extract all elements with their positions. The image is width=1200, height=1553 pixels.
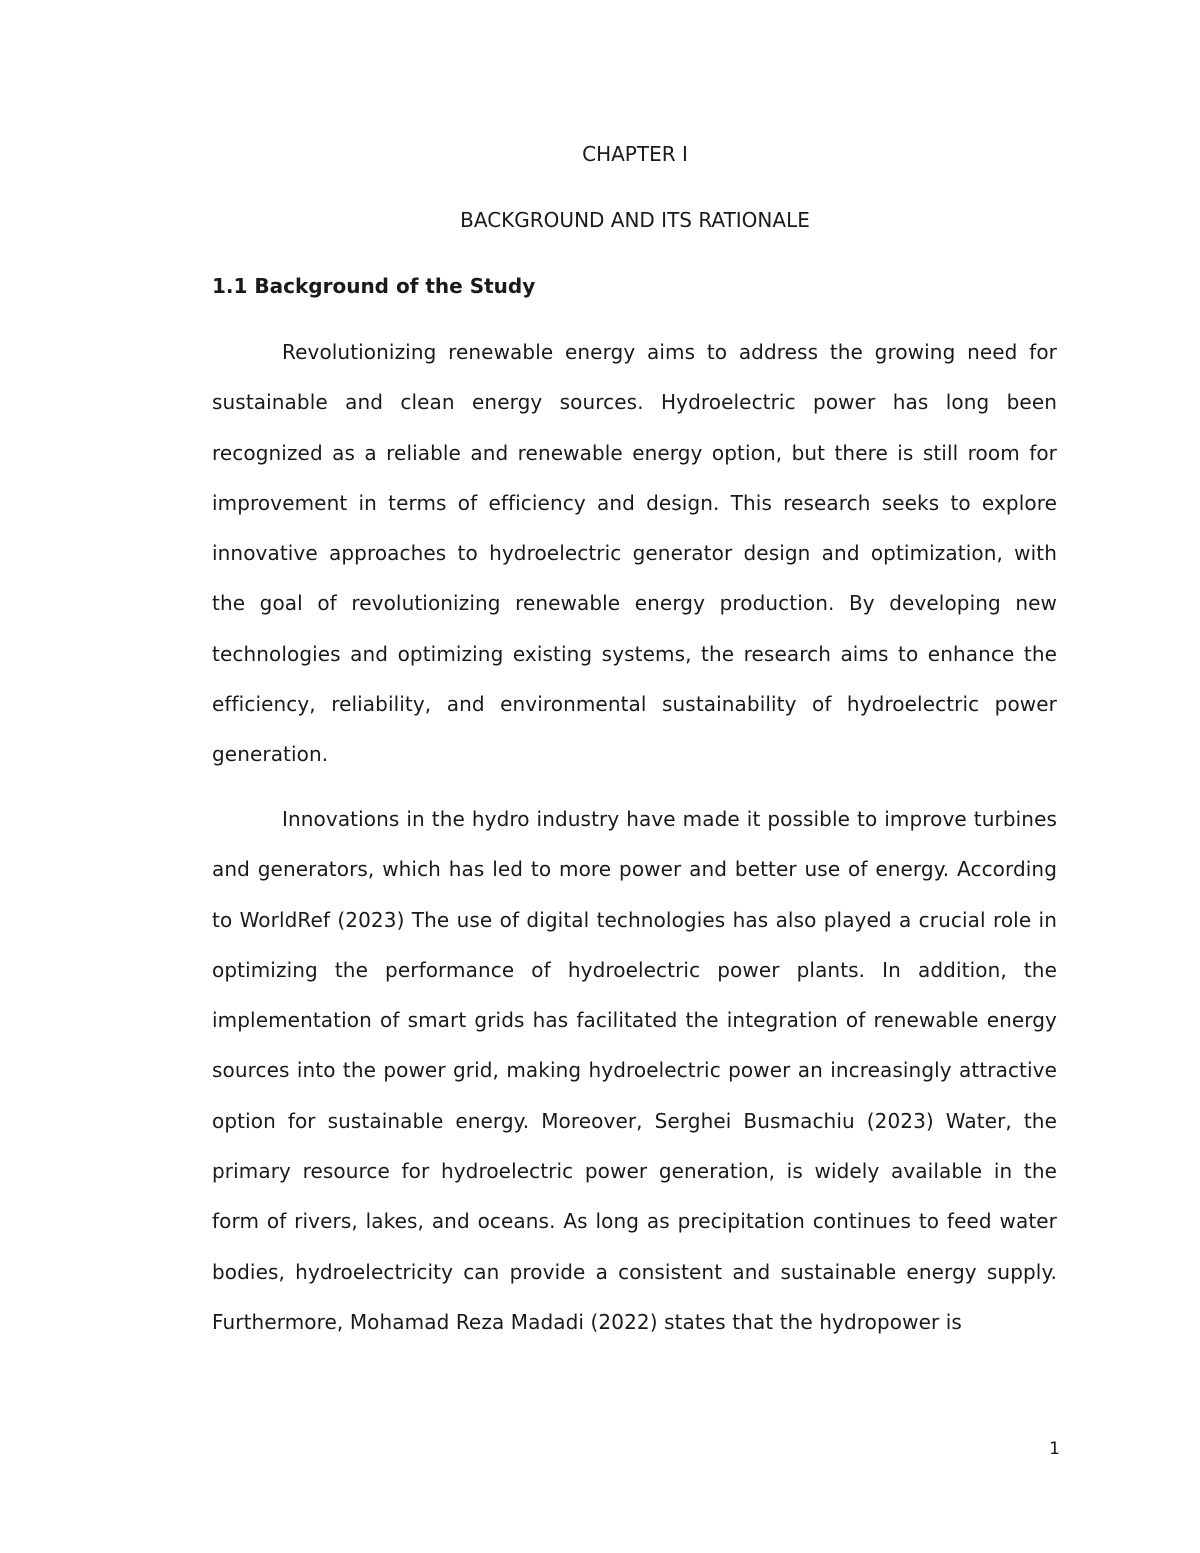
page-number: 1 xyxy=(1049,1439,1060,1459)
section-heading: 1.1 Background of the Study xyxy=(212,274,536,298)
body-paragraph: Revolutionizing renewable energy aims to address the growing need for sustainable and clean energy sources. Hydroelectric power has long been recognized as a reliable and renewable energy option, but there is still room for improvement in terms of efficiency and design. This research seeks to explore innovative approaches to hydroelectric generator design and optimization, with the goal of revolutionizing renewable energy production. By developing new technologies and optimizing existing systems, the research aims to enhance the efficiency, reliability, and environmental sustainability of hydroelectric power generation. xyxy=(212,340,1057,767)
body-paragraph: Innovations in the hydro industry have made it possible to improve turbines and generators, which has led to more power and better use of energy. According to WorldRef (2023) The use of digital technologies has also played a crucial role in optimizing the performance of hydroelectric power plants. In addition, the implementation of smart grids has facilitated the integration of renewable energy sources into the power grid, making hydroelectric power an increasingly attractive option for sustainable energy. Moreover, Serghei Busmachiu (2023) Water, the primary resource for hydroelectric power generation, is widely available in the form of rivers, lakes, and oceans. As long as precipitation continues to feed water bodies, hydroelectricity can provide a consistent and sustainable energy supply. Furthermore, Mohamad Reza Madadi (2022) states that the hydropower is xyxy=(212,807,1057,1334)
chapter-subtitle: BACKGROUND AND ITS RATIONALE xyxy=(460,208,810,232)
chapter-title: CHAPTER I xyxy=(582,142,688,166)
